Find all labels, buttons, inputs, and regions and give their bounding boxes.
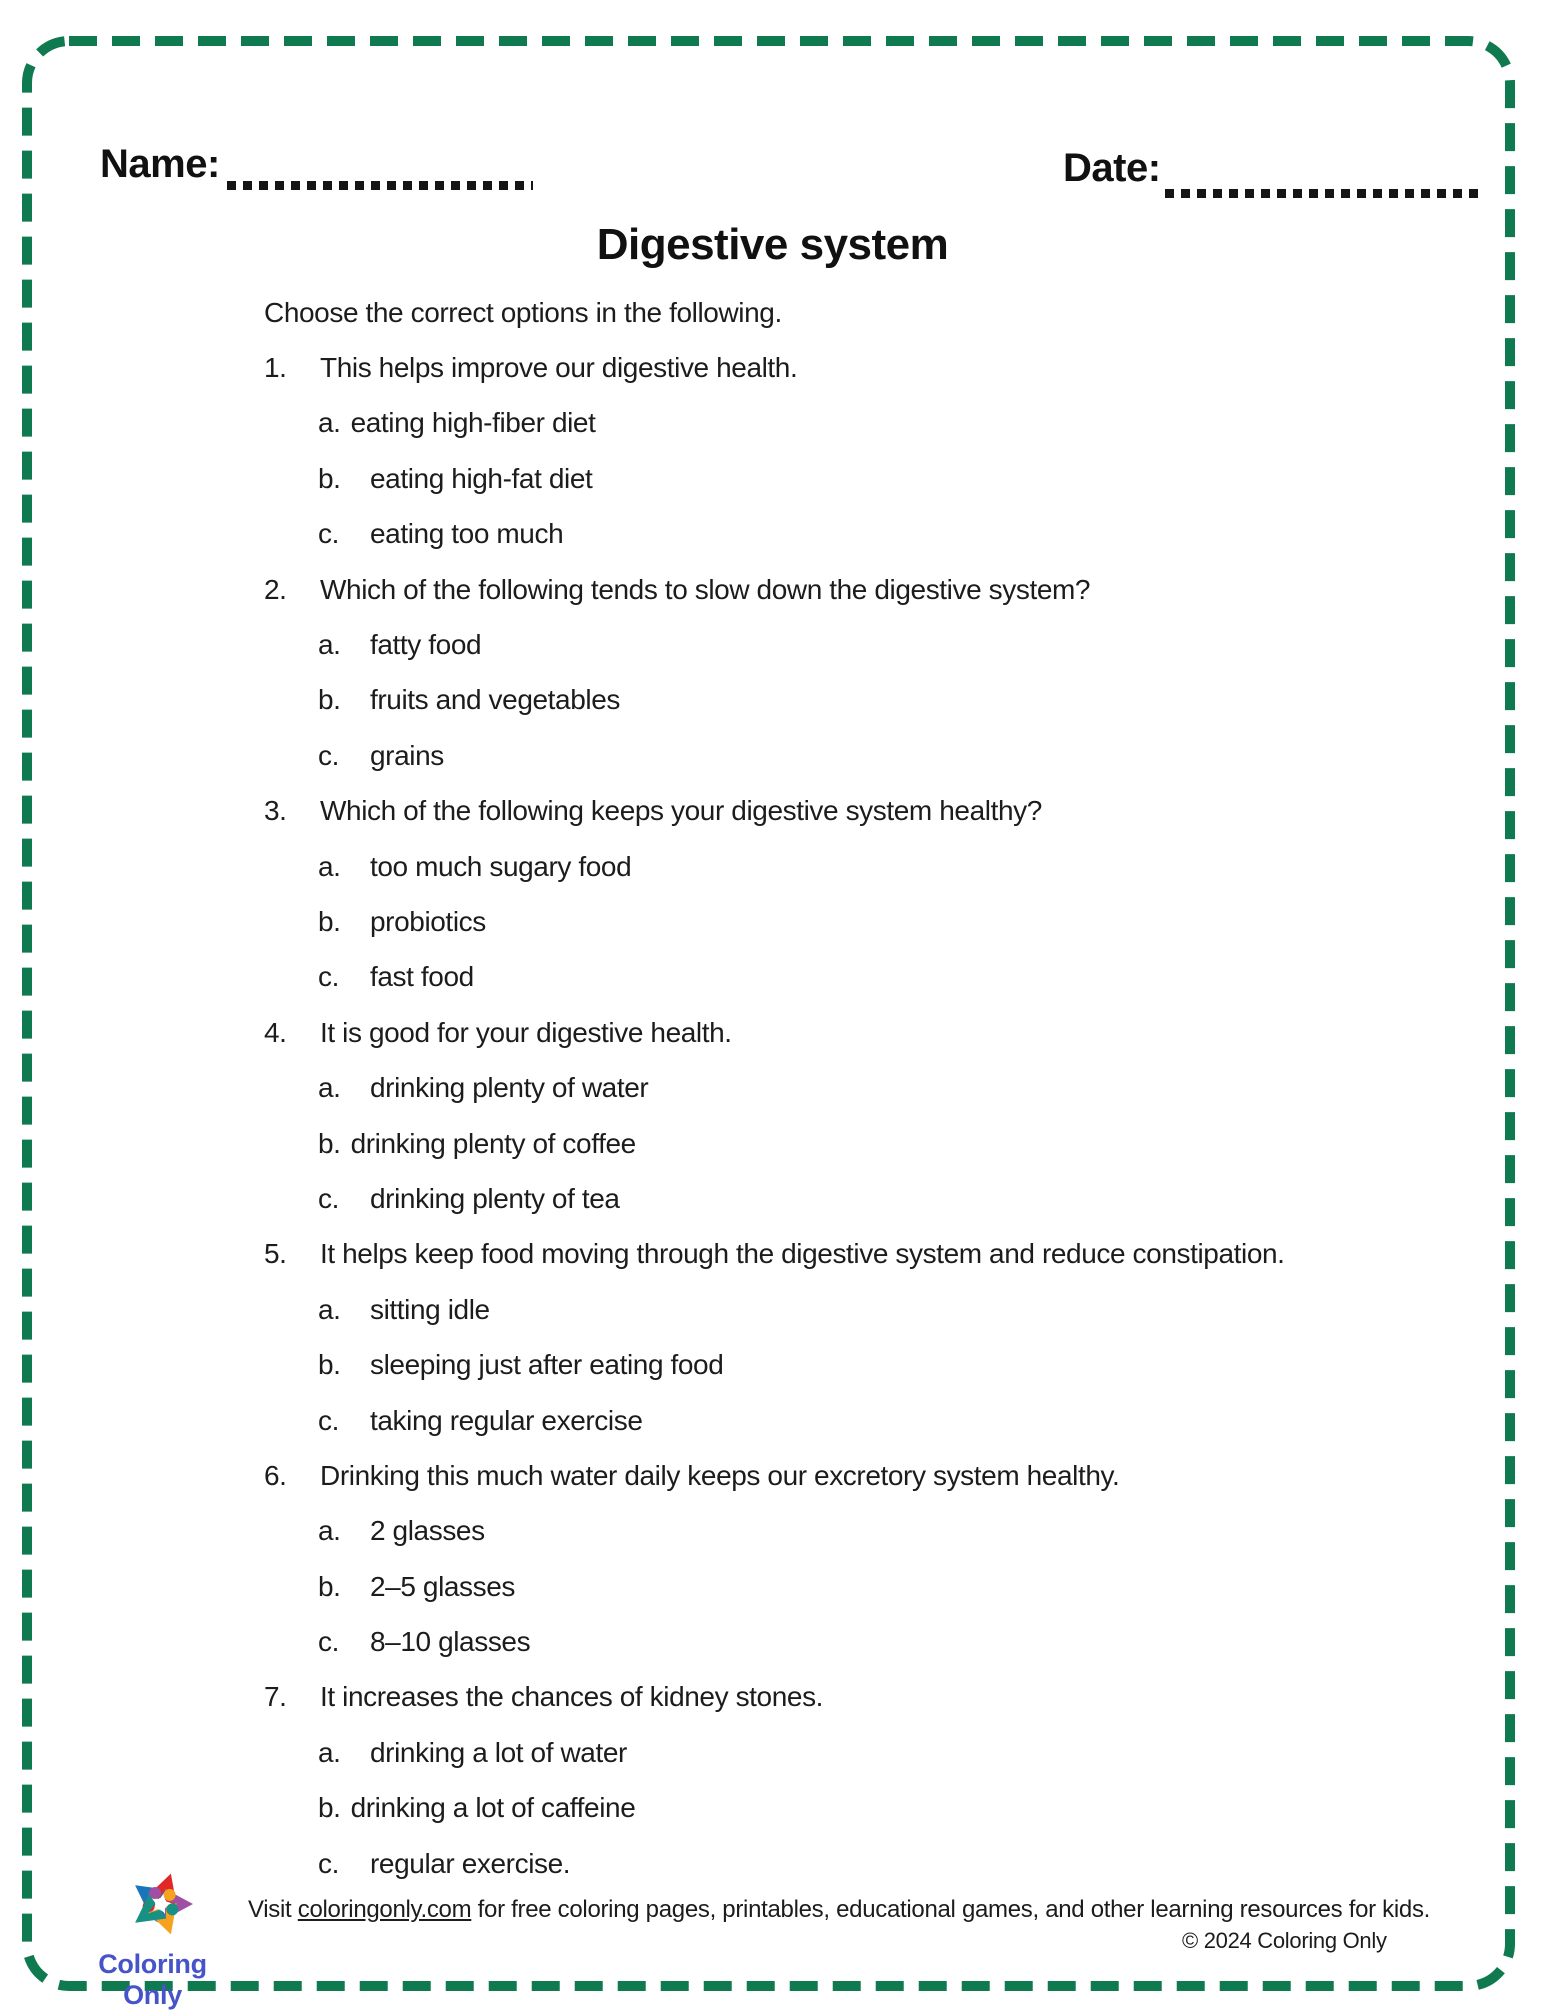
quiz-content: [264, 285, 1464, 1891]
question-number: 2.: [264, 573, 287, 605]
question-number: 7.: [264, 1681, 287, 1713]
question-text: It is good for your digestive health.: [320, 1016, 732, 1048]
question-number: 4.: [264, 1016, 287, 1048]
option-label: b.: [318, 462, 341, 494]
question-item: [264, 784, 1464, 839]
footer-note: [248, 1893, 1443, 1926]
date-fill-line: [1165, 189, 1480, 198]
option-label: c.: [318, 1847, 339, 1879]
question-text: This helps improve our digestive health.: [320, 352, 798, 384]
option-text: drinking plenty of water: [370, 1072, 649, 1104]
option-label: b.: [318, 684, 341, 716]
option-label: a.: [318, 1293, 341, 1325]
option-text: 8–10 glasses: [370, 1626, 531, 1658]
option-item: [264, 673, 1464, 728]
option-item: [264, 617, 1464, 672]
option-text: regular exercise.: [370, 1847, 571, 1879]
question-number: 6.: [264, 1459, 287, 1491]
option-label: c.: [318, 1182, 339, 1214]
option-item: [264, 1060, 1464, 1115]
option-item: [264, 839, 1464, 894]
question-number: 3.: [264, 795, 287, 827]
option-item: [264, 507, 1464, 562]
page-title: Digestive system: [596, 220, 949, 269]
option-text: eating high-fiber diet: [350, 407, 596, 439]
option-text: grains: [370, 739, 444, 771]
option-item: [264, 1116, 1464, 1171]
option-item: [264, 1781, 1464, 1836]
logo-star-icon: [73, 1860, 233, 1942]
option-item: [264, 894, 1464, 949]
option-label: b.: [318, 905, 341, 937]
option-text: probiotics: [370, 905, 486, 937]
name-fill-line: [227, 181, 533, 190]
option-text: eating high-fat diet: [370, 462, 593, 494]
name-label: Name:: [100, 142, 220, 186]
option-label: a.: [318, 407, 341, 439]
option-item: [264, 451, 1464, 506]
option-item: [264, 1504, 1464, 1559]
option-item: [264, 1614, 1464, 1669]
instruction-text: Choose the correct options in the following.: [264, 296, 782, 328]
option-label: c.: [318, 518, 339, 550]
option-label: a.: [318, 850, 341, 882]
option-item: [264, 1725, 1464, 1780]
option-text: drinking plenty of tea: [370, 1182, 620, 1214]
footer-note-rest: for free coloring pages, printables, educational games, and other learning resources for kids.: [471, 1896, 1431, 1923]
option-label: a.: [318, 1515, 341, 1547]
option-text: fatty food: [370, 629, 482, 661]
option-label: b.: [318, 1127, 341, 1159]
option-text: sleeping just after eating food: [370, 1349, 724, 1381]
option-label: c.: [318, 1626, 339, 1658]
option-label: a.: [318, 1736, 341, 1768]
option-text: fast food: [370, 961, 474, 993]
question-text: It increases the chances of kidney stones.: [320, 1681, 824, 1713]
question-number: 5.: [264, 1238, 287, 1270]
question-text: Which of the following tends to slow down the digestive system?: [320, 573, 1091, 605]
option-item: [264, 1171, 1464, 1226]
question-item: [264, 1448, 1464, 1503]
option-text: drinking a lot of water: [370, 1736, 627, 1768]
coloring-only-logo: [70, 1860, 235, 2011]
option-label: a.: [318, 1072, 341, 1104]
option-text: eating too much: [370, 518, 564, 550]
option-item: [264, 1559, 1464, 1614]
option-item: [264, 1836, 1464, 1891]
option-label: c.: [318, 1404, 339, 1436]
option-label: b.: [318, 1349, 341, 1381]
option-item: [264, 396, 1464, 451]
question-item: [264, 1005, 1464, 1060]
option-text: 2 glasses: [370, 1515, 485, 1547]
option-text: drinking a lot of caffeine: [350, 1792, 636, 1824]
footer-note-prefix: Visit: [248, 1896, 298, 1923]
option-item: [264, 950, 1464, 1005]
option-text: 2–5 glasses: [370, 1570, 516, 1602]
option-label: c.: [318, 961, 339, 993]
option-text: drinking plenty of coffee: [350, 1127, 636, 1159]
option-label: b.: [318, 1792, 341, 1824]
option-item: [264, 1393, 1464, 1448]
logo-text: Coloring Only: [98, 1949, 207, 2010]
copyright-text: © 2024 Coloring Only: [1182, 1928, 1387, 1953]
option-text: fruits and vegetables: [370, 684, 620, 716]
option-label: b.: [318, 1570, 341, 1602]
option-label: c.: [318, 739, 339, 771]
question-text: It helps keep food moving through the digestive system and reduce constipation.: [320, 1238, 1285, 1270]
option-text: too much sugary food: [370, 850, 632, 882]
date-label: Date:: [1063, 146, 1161, 190]
question-item: [264, 1227, 1464, 1282]
option-item: [264, 728, 1464, 783]
option-label: a.: [318, 629, 341, 661]
question-text: Drinking this much water daily keeps our excretory system healthy.: [320, 1459, 1120, 1491]
footer-link[interactable]: coloringonly.com: [297, 1896, 472, 1923]
question-text: Which of the following keeps your digestive system healthy?: [320, 795, 1042, 827]
option-item: [264, 1282, 1464, 1337]
question-item: [264, 340, 1464, 395]
question-number: 1.: [264, 352, 287, 384]
question-item: [264, 1670, 1464, 1725]
option-item: [264, 1337, 1464, 1392]
question-item: [264, 562, 1464, 617]
option-text: taking regular exercise: [370, 1404, 643, 1436]
option-text: sitting idle: [370, 1293, 490, 1325]
